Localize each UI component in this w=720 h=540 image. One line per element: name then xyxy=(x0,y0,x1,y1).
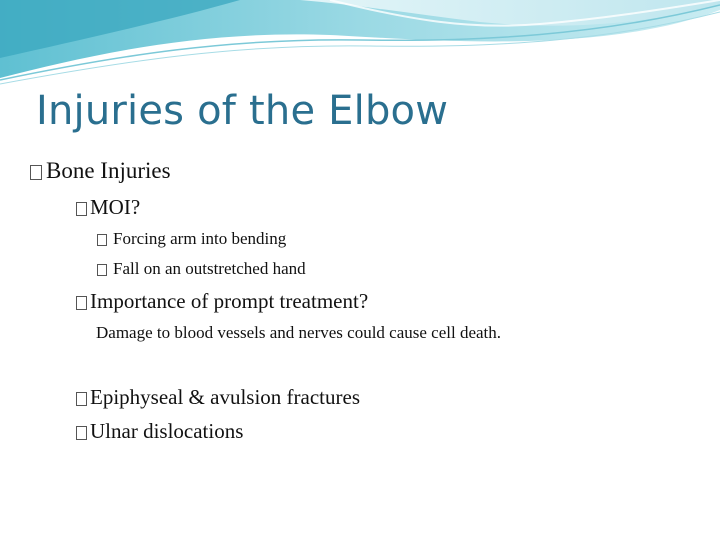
bullet-text: Fall on an outstretched hand xyxy=(113,259,306,278)
missing-glyph-box-icon xyxy=(30,165,42,180)
bullet-item xyxy=(97,229,286,249)
bullet-text: Forcing arm into bending xyxy=(113,229,287,248)
missing-glyph-box-icon xyxy=(76,426,87,440)
bullet-text: Ulnar dislocations xyxy=(90,419,244,443)
bullet-item xyxy=(97,259,306,279)
header-wave-decoration xyxy=(0,0,720,90)
missing-glyph-box-icon xyxy=(76,392,87,406)
bullet-text: MOI? xyxy=(90,195,141,219)
bullet-text: Epiphyseal & avulsion fractures xyxy=(90,385,361,409)
bullet-text: Importance of prompt treatment? xyxy=(90,289,369,313)
bullet-item xyxy=(76,289,368,314)
bullet-text: Bone Injuries xyxy=(46,158,171,183)
missing-glyph-box-icon xyxy=(76,296,87,310)
slide-title: Injuries of the Elbow xyxy=(36,88,449,134)
bullet-item xyxy=(76,419,243,444)
bullet-item xyxy=(76,385,360,410)
bullet-item xyxy=(30,158,171,184)
missing-glyph-box-icon xyxy=(97,264,107,276)
missing-glyph-box-icon xyxy=(76,202,87,216)
bullet-item xyxy=(76,195,140,220)
missing-glyph-box-icon xyxy=(97,234,107,246)
explanation-text: Damage to blood vessels and nerves could cause cell death. xyxy=(96,323,502,342)
